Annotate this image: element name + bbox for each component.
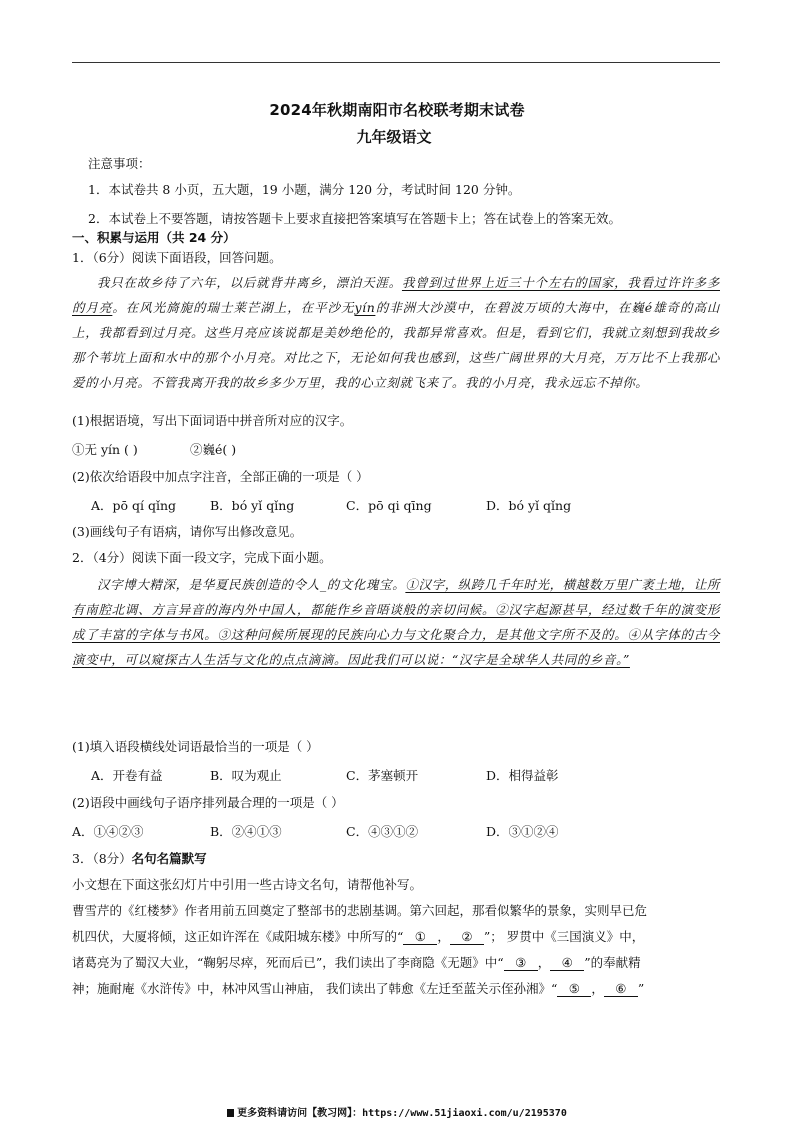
q3-blank-4[interactable]: ④: [550, 955, 584, 971]
q3-line-4a: 诸葛亮为了蜀汉大业，“鞠躬尽瘁，死而后已”，我们读出了李商隐《无题》中“: [72, 955, 504, 970]
q3-line-3c: ”； 罗贯中《三国演义》中，: [483, 929, 645, 944]
q1-sub2-option-c[interactable]: C．pō qi qīng: [346, 498, 432, 513]
q2-sub1-option-a[interactable]: A．开卷有益: [91, 768, 163, 783]
q2-intro: 2．（4分）阅读下面一段文字，完成下面小题。: [72, 550, 332, 565]
q2-sub2-option-c[interactable]: C．④③①②: [346, 824, 419, 839]
q3-line-4: [72, 954, 641, 972]
q1-sub1: (1)根据语境，写出下面词语中拼音所对应的汉字。: [72, 413, 353, 428]
q2-sub1-option-d[interactable]: D．相得益彰: [486, 768, 559, 783]
q2-sub2: (2)语段中画线句子语序排列最合理的一项是（ ）: [72, 795, 344, 810]
q2-sub2-option-a[interactable]: A．①④②③: [72, 824, 144, 839]
q1-sub1-blank-b: ②巍é( ): [190, 442, 237, 457]
q1-passage-pinyin: yín: [354, 300, 376, 315]
q3-line-4b: ，: [537, 955, 551, 970]
q2-sub2-option-d[interactable]: D．③①②④: [486, 824, 559, 839]
q3-line-2: 曹雪芹的《红楼梦》作者用前五回奠定了整部书的悲剧基调。第六回起，那看似繁华的景象，实则早已危: [72, 903, 648, 918]
q3-line-5: [72, 980, 644, 998]
q2-passage: [72, 572, 720, 672]
q1-sub3: (3)画线句子有语病，请你写出修改意见。: [72, 524, 303, 539]
q3-blank-6[interactable]: ⑥: [604, 981, 638, 997]
notice-heading: 注意事项：: [88, 156, 151, 171]
q2-passage-a: 汉字博大精深，是华夏民族创造的令人_的文化瑰宝。: [97, 577, 406, 592]
q1-passage-e: 的非洲大沙漠中，在碧波万顷的大海中，在巍é雄奇的高山上，我都看到过月亮。这些月亮应该说都是美妙绝伦的，我都异常喜欢。但是，看到它们，我就立刻想到我故乡那个苇坑上面和水中的那个小月亮。对比之下，无论如何我也感到，这些广阔世界的大月亮，万万比不上我那心爱的小月亮。不管我离开我的故乡多少万里，我的心立刻就飞来了。我的小月亮，我永远忘不掉你。: [72, 300, 720, 390]
q3-intro: [72, 850, 207, 868]
notice-item-2: 2．本试卷上不要答题，请按答题卡上要求直接把答案填写在答题卡上；答在试卷上的答案无效。: [88, 211, 621, 226]
q3-line-5c: ”: [637, 981, 645, 996]
header-rule: [72, 62, 720, 63]
q3-blank-5[interactable]: ⑤: [557, 981, 591, 997]
q3-line-1: 小文想在下面这张幻灯片中引用一些古诗文名句，请帮他补写。: [72, 877, 423, 892]
footer: [0, 1104, 794, 1119]
q2-sub1-option-b[interactable]: B．叹为观止: [210, 768, 282, 783]
q1-sub2-option-b[interactable]: B．bó yǐ qǐng: [210, 498, 295, 513]
flag-icon: [227, 1109, 234, 1117]
q1-passage-underlined: 我曾到过世界上近三十个左右的国家，我看过许许多多的月亮: [72, 275, 720, 315]
q1-sub2-option-a[interactable]: A．pō qí qǐng: [91, 498, 177, 513]
q3-line-4c: ”的奉献精: [584, 955, 641, 970]
q1-sub2-option-d[interactable]: D．bó yǐ qǐng: [486, 498, 572, 513]
q3-intro-title: 名句名篇默写: [131, 851, 207, 866]
q1-passage: [72, 270, 720, 395]
q1-passage-c: 。在风光旖旎的瑞士莱芒湖上，在平沙无: [112, 300, 355, 315]
q1-passage-a: 我只在故乡待了六年，以后就背井离乡，漂泊天涯。: [97, 275, 402, 290]
q3-line-5b: ，: [591, 981, 604, 996]
q3-line-3b: ，: [437, 929, 450, 944]
q3-blank-2[interactable]: ②: [450, 929, 484, 945]
q2-sub1-option-c[interactable]: C．茅塞顿开: [346, 768, 419, 783]
q2-sub1: (1)填入语段横线处词语最恰当的一项是（ ）: [72, 739, 319, 754]
q3-line-5a: 神；施耐庵《水浒传》中，林冲风雪山神庙， 我们读出了韩愈《左迁至蓝关示侄孙湘》“: [72, 981, 558, 996]
exam-subtitle: [0, 126, 794, 147]
q1-sub2: (2)依次给语段中加点字注音，全部正确的一项是（ ）: [72, 469, 369, 484]
q2-passage-underlined: ①汉字，纵跨几千年时光，横越数万里广袤土地，让所有南腔北调、方言异音的海内外中国人，都能作乡音晤谈般的亲切问候。②汉字起源甚早，经过数千年的演变形成了丰富的字体与书风。③这种问候所展现的民族向心力与文化聚合力，是其他文字所不及的。④从字体的古今演变中，可以窥探古人生活与文化的点点滴滴。因此我们可以说：“汉字是全球华人共同的乡音。”: [72, 577, 720, 667]
exam-subtitle-text: 九年级语文: [356, 128, 432, 146]
q3-line-3a: 机四伏，大厦将倾，这正如许浑在《咸阳城东楼》中所写的“: [72, 929, 404, 944]
section-1-heading: 一、积累与运用（共 24 分）: [72, 230, 236, 245]
q3-intro-number: 3．（8分）: [72, 851, 132, 866]
q3-line-3: [72, 928, 644, 946]
q2-sub2-option-b[interactable]: B．②④①③: [210, 824, 282, 839]
q3-blank-1[interactable]: ①: [403, 929, 437, 945]
notice-item-1: 1．本试卷共 8 小页，五大题，19 小题，满分 120 分，考试时间 120 分钟。: [88, 182, 521, 197]
exam-title: 2024年秋期南阳市名校联考期末试卷: [269, 101, 525, 119]
q1-sub1-blank-a: ①无 yín ( ): [72, 442, 138, 457]
footer-link-text[interactable]: 更多资料请访问【教习网】：https://www.51jiaoxi.com/u/2195370: [237, 1108, 567, 1119]
q3-blank-3[interactable]: ③: [504, 955, 538, 971]
q1-intro: 1．（6分）阅读下面语段，回答问题。: [72, 250, 282, 265]
